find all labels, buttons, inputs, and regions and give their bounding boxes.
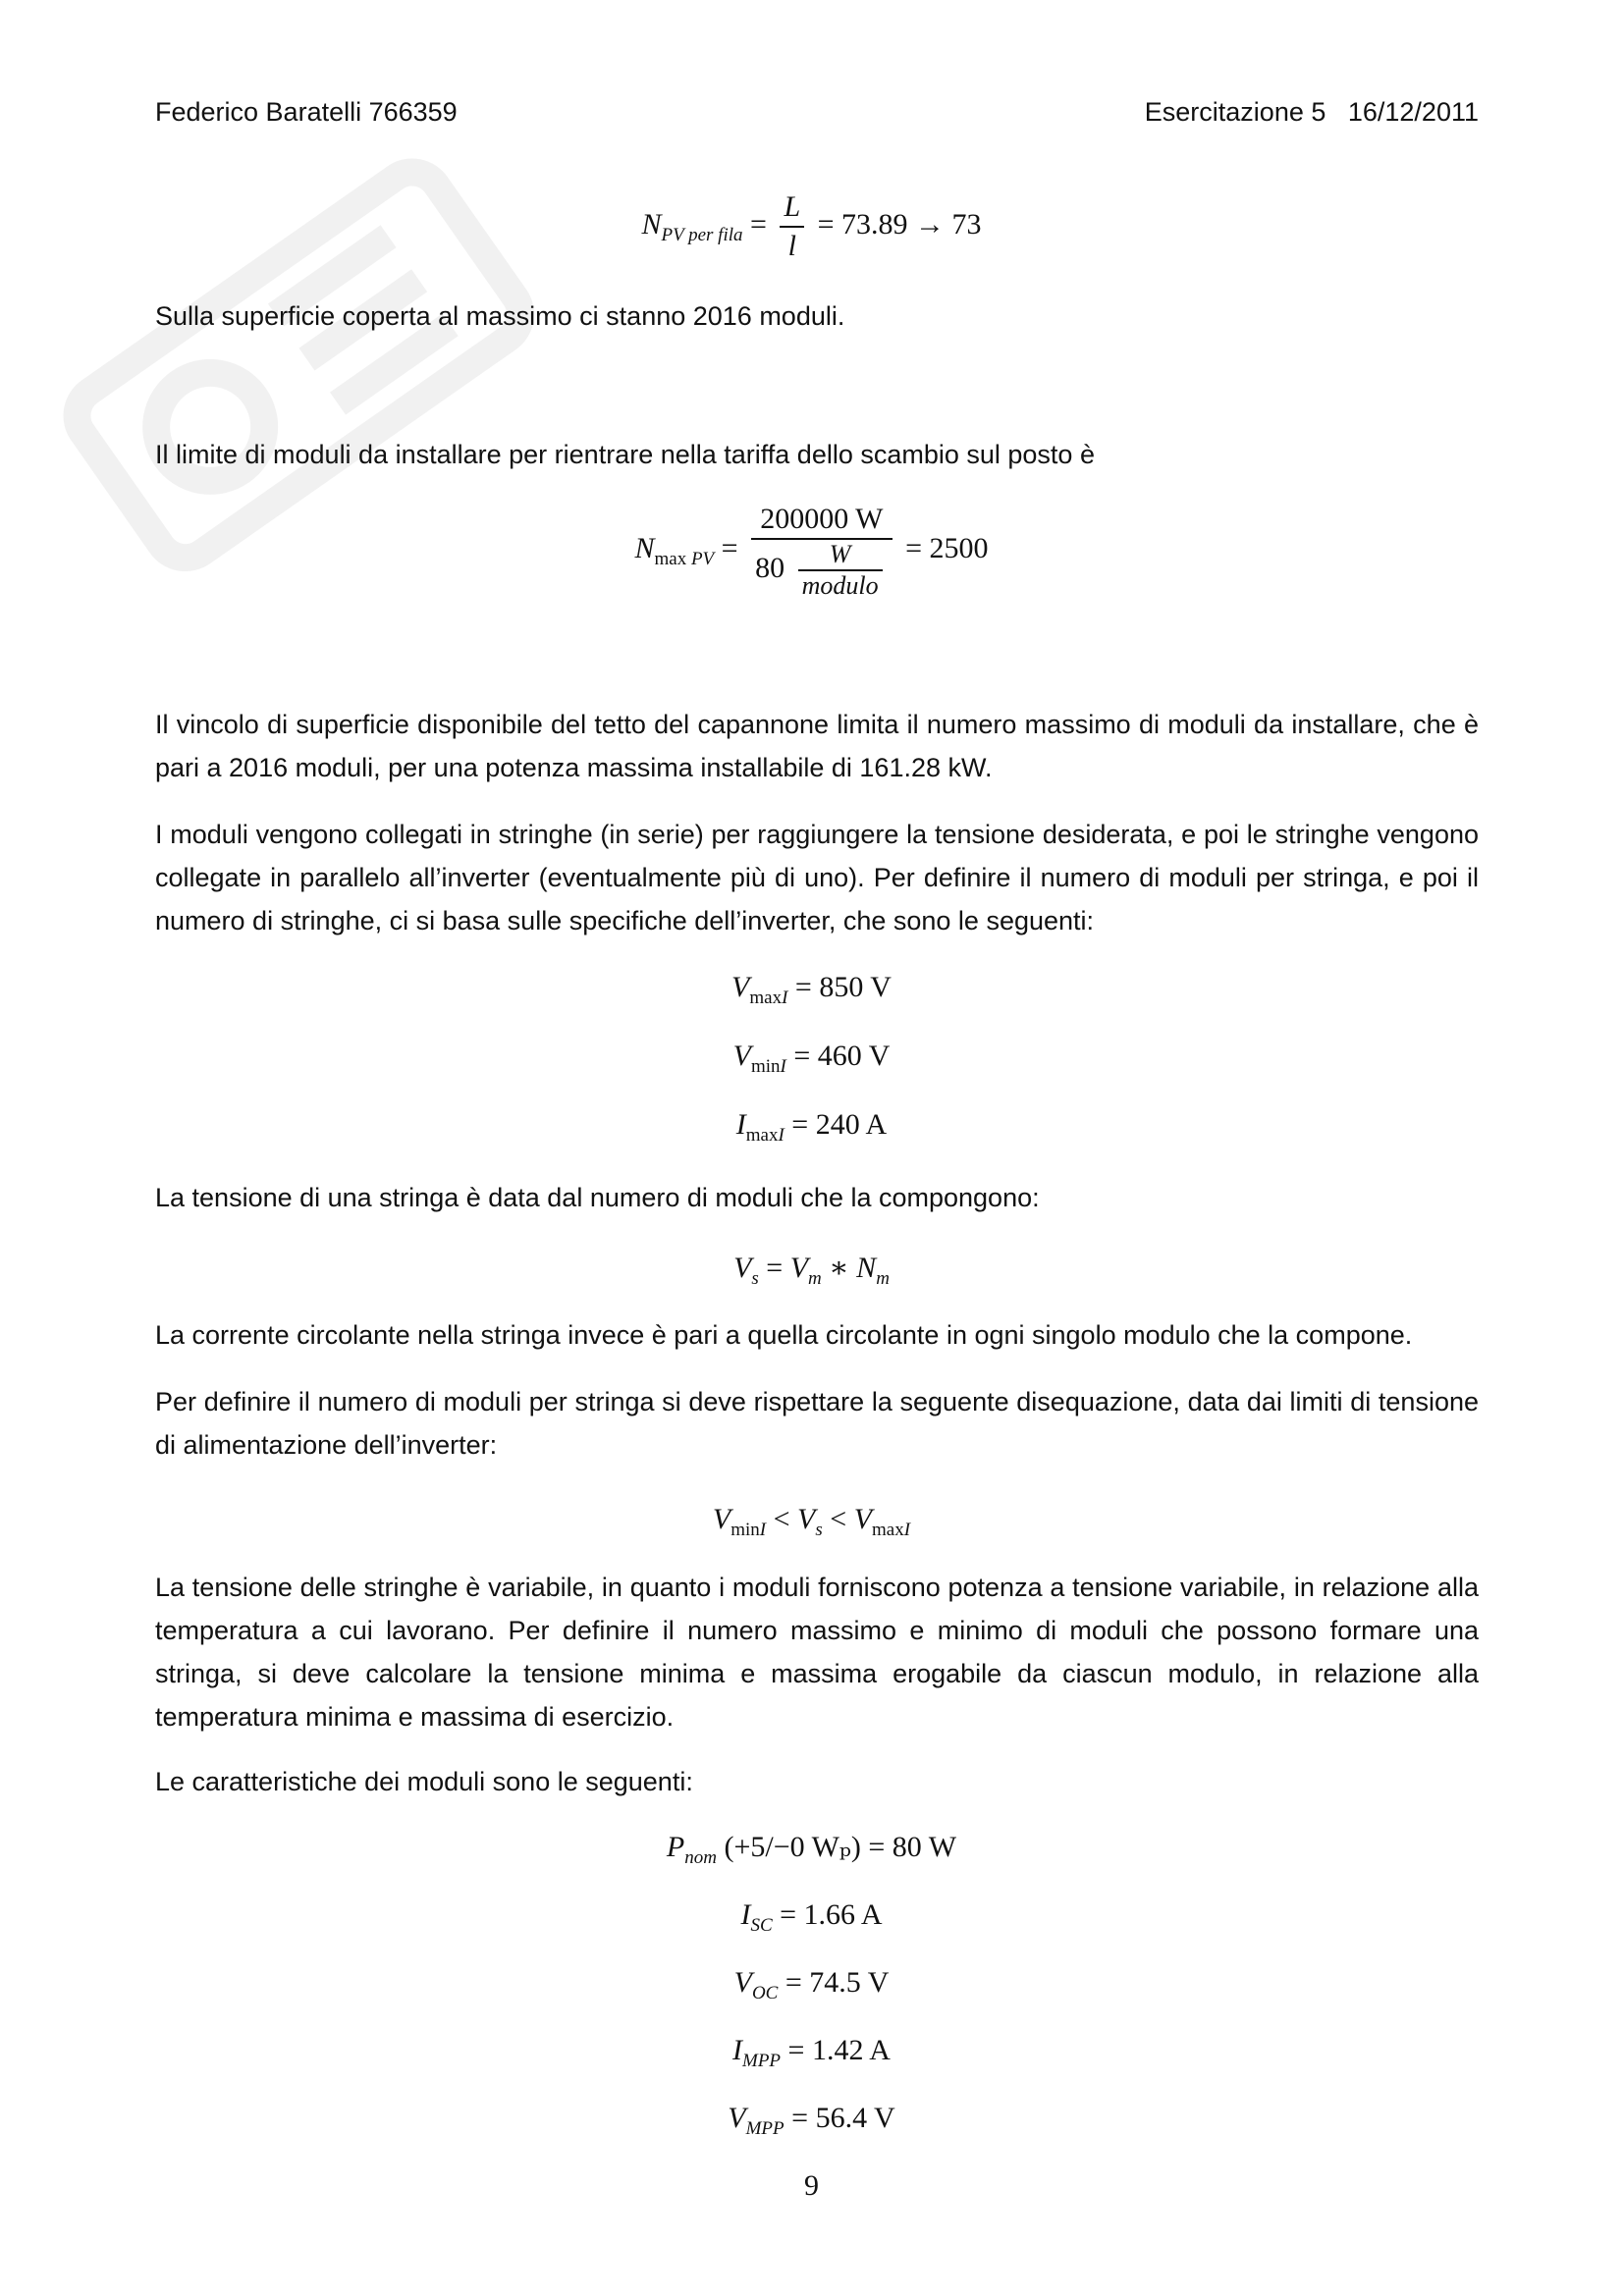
paragraph-superficie: Sulla superficie coperta al massimo ci stanno 2016 moduli. — [155, 301, 845, 331]
eq-subscript: min — [750, 1056, 781, 1077]
header-exercise: Esercitazione 5 16/12/2011 — [1144, 97, 1479, 127]
equation-vmax-inverter — [0, 968, 1623, 1018]
paragraph-vincolo: Il vincolo di superficie disponibile del tetto del capannone limita il numero massimo di moduli da installare, che è pari a 2016 moduli, per una potenza massima installabile di 161.28 kW. — [155, 710, 1479, 782]
equation-vmpp — [0, 2099, 1623, 2149]
eq-rhs: = 1.66 A — [780, 1898, 883, 1931]
fraction-numerator: 200000 W — [751, 501, 893, 540]
page-number: 9 — [804, 2169, 819, 2202]
eq-symbol: V — [728, 2102, 746, 2134]
eq-rhs: = 460 V — [793, 1040, 891, 1072]
eq-subscript: SC — [750, 1915, 773, 1936]
paragraph-limite: Il limite di moduli da installare per rientrare nella tariffa dello scambio sul posto è — [155, 440, 1095, 469]
nested-fraction — [798, 540, 883, 601]
fraction — [751, 501, 893, 601]
fraction-denominator — [751, 540, 893, 601]
eq-subscript: nom — [684, 1847, 717, 1868]
paragraph-tensione-stringa: La tensione di una stringa è data dal numero di moduli che la compongono: — [155, 1183, 1040, 1212]
eq-symbol: V — [732, 1040, 751, 1072]
eq-subscript: max — [745, 1125, 779, 1146]
equation-npv-per-fila: $N_{PV per fila}$ = $\frac{L}{l}$ = 73.89 → 73 — [0, 188, 1623, 265]
eq-symbol: N — [634, 531, 655, 564]
paragraph-caratteristiche: Le caratteristiche dei moduli sono le seguenti: — [155, 1767, 693, 1796]
paragraph-corrente: La corrente circolante nella stringa invece è pari a quella circolante in ogni singolo modulo che la compone. — [155, 1320, 1413, 1350]
equation-voc — [0, 1963, 1623, 2013]
eq-symbol: V — [731, 971, 750, 1003]
eq-result: = 73.89 → 73 — [817, 207, 982, 240]
denominator-coefficient: 80 — [755, 551, 785, 584]
eq-subscript-pv: PV — [690, 548, 715, 569]
equation-inequality: $V_{minI} < V_s < V_{maxI}$ — [712, 1503, 911, 1540]
eq-rhs: = 56.4 V — [791, 2102, 895, 2134]
equation-imax-inverter — [0, 1105, 1623, 1155]
fraction — [780, 188, 804, 265]
nested-denominator: modulo — [801, 571, 879, 600]
paragraph-disequazione: Per definire il numero di moduli per stringa si deve rispettare la seguente disequazione, data dai limiti di tensione di alimentazione dell’inverter: — [155, 1387, 1479, 1460]
eq-symbol: I — [735, 1108, 746, 1141]
eq-subscript-index: I — [778, 1125, 784, 1146]
eq-symbol: N — [641, 207, 662, 240]
eq-symbol: I — [732, 2034, 742, 2066]
eq-subscript: MPP — [745, 2118, 784, 2139]
eq-rhs: = 1.42 A — [787, 2034, 891, 2066]
nested-numerator: W — [798, 540, 883, 571]
equation-nmax-pv: $N_{max PV}$ = 200000 W 80 $\frac{W}{\text{modulo}}$ = 2500 — [634, 503, 989, 600]
fraction-numerator: L — [780, 188, 804, 228]
equation-pnom — [0, 1828, 1623, 1878]
fraction-denominator: l — [787, 230, 796, 262]
header-author: Federico Baratelli 766359 — [155, 97, 458, 127]
equation-vs: $V_s = V_m$ ∗ $N_m$ — [733, 1252, 890, 1289]
eq-symbol: I — [740, 1898, 751, 1931]
eq-subscript-max: max — [654, 548, 687, 569]
eq-subscript: MPP — [742, 2051, 782, 2071]
eq-subscript: OC — [751, 1983, 779, 2003]
eq-subscript-index: I — [780, 1056, 786, 1077]
eq-rhs: = 240 A — [791, 1108, 888, 1141]
eq-subscript: max — [749, 988, 783, 1008]
paragraph-moduli-collegati: I moduli vengono collegati in stringhe (in serie) per raggiungere la tensione desiderata, e poi le stringhe vengono collegate in parallelo all’inverter (eventualmente più di uno). Per definire il numero di moduli per stringa, e poi il numero di stringhe, ci si basa sulle specifiche dell’inverter, che sono le seguenti: — [155, 820, 1479, 935]
eq-result: = 2500 — [905, 531, 989, 564]
eq-subscript-index: I — [782, 988, 788, 1008]
paragraph-variabile: La tensione delle stringhe è variabile, in quanto i moduli forniscono potenza a tensione variabile, in relazione alla temperatura a cui lavorano. Per definire il numero massimo e minimo di moduli che possono formare una stringa, si deve calcolare la tensione minima e massima erogabile da ciascun modulo, in relazione alla temperatura minima e massima di esercizio. — [155, 1573, 1479, 1732]
equation-isc — [0, 1896, 1623, 1946]
eq-rhs: = 74.5 V — [784, 1966, 890, 1999]
equation-vmin-inverter — [0, 1037, 1623, 1087]
eq-subscript: PV per fila — [661, 224, 743, 245]
eq-rhs: (+5/−0 Wₚ) = 80 W — [724, 1831, 957, 1863]
equation-impp — [0, 2031, 1623, 2081]
eq-symbol: P — [666, 1831, 685, 1863]
eq-symbol: V — [733, 1966, 752, 1999]
eq-rhs: = 850 V — [794, 971, 892, 1003]
